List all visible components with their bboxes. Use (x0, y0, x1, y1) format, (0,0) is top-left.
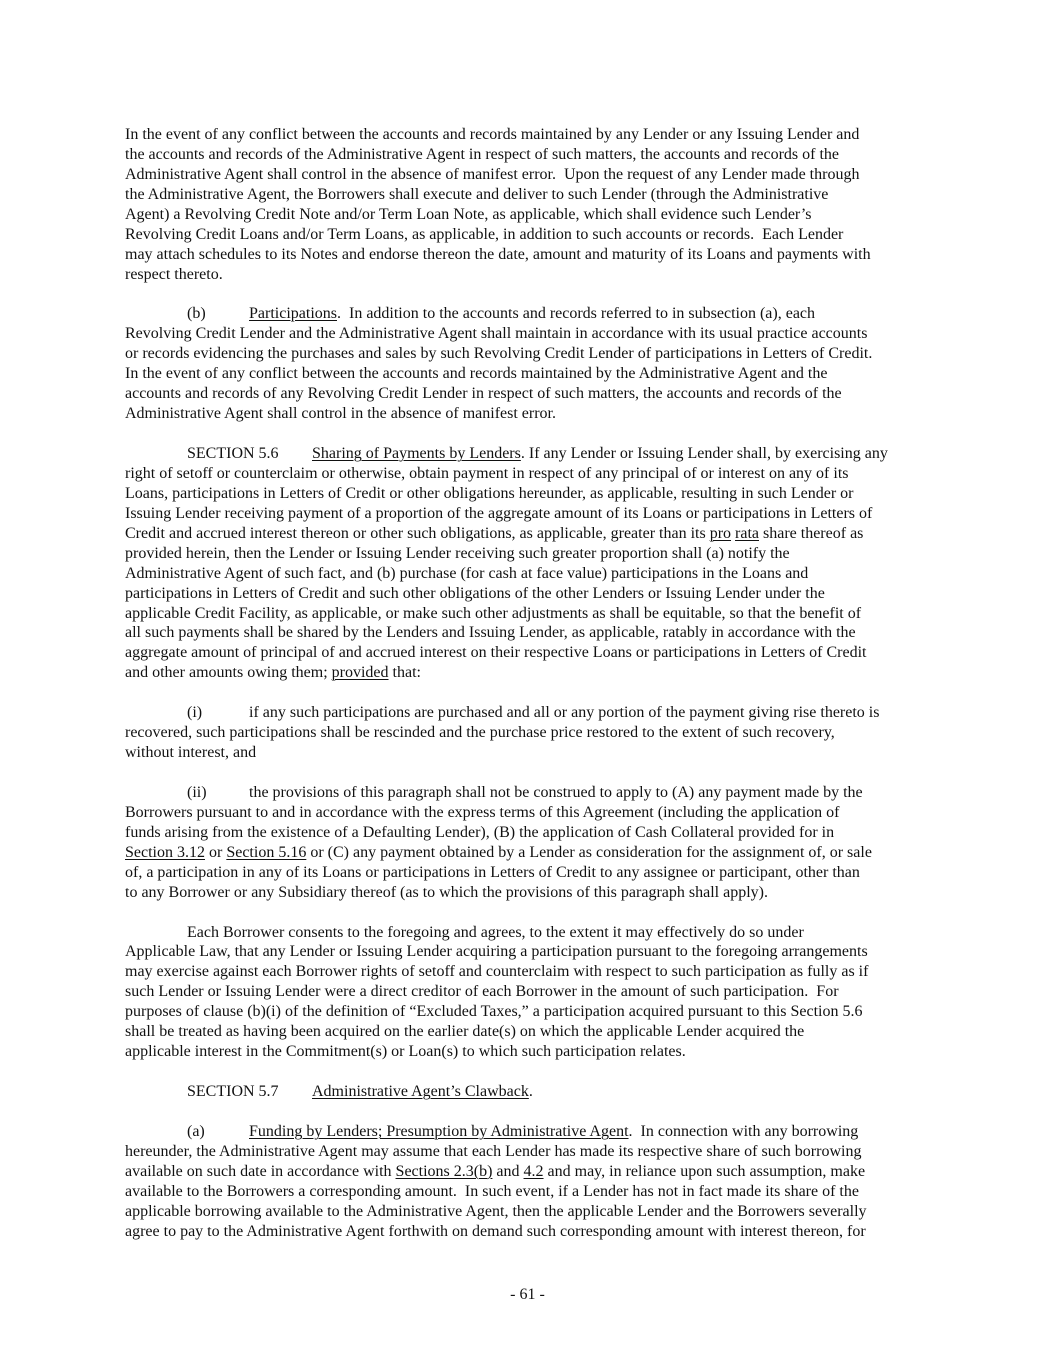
text-line (125, 1202, 932, 1222)
clause-i (125, 703, 932, 763)
text-segment: . In addition to the accounts and records referred to in subsection (a), each (336, 305, 816, 323)
text-line (125, 1042, 932, 1062)
text-segment: or records evidencing the purchases and sales by such Revolving Credit Lender of participations in Letters of Credit. (125, 345, 873, 363)
text-line (125, 843, 932, 863)
text-line (125, 1182, 932, 1202)
text-segment: share thereof as (759, 524, 864, 542)
text-line (125, 205, 932, 225)
text-line (125, 1022, 932, 1042)
text-line (125, 185, 932, 205)
paragraph-label: SECTION 5.7 (187, 1083, 279, 1100)
text-segment: available to the Borrowers a corresponding amount. In such event, if a Lender has not in fact made its share of the (125, 1182, 859, 1200)
text-line (125, 743, 932, 763)
text-segment: agree to pay to the Administrative Agent forthwith on demand such corresponding amount with interest thereon, for (125, 1222, 866, 1240)
underlined-term: 4.2 (523, 1162, 544, 1180)
text-line (125, 544, 932, 564)
text-segment: Administrative Agent shall control in the absence of manifest error. (125, 405, 556, 423)
text-line (125, 364, 932, 384)
text-segment: the provisions of this paragraph shall not be construed to apply to (A) any payment made by the (249, 783, 863, 801)
text-segment: of, a participation in any of its Loans or participations in Letters of Credit to any assignee or participant, other than (125, 863, 860, 881)
text-segment: and may, in reliance upon such assumption, make (543, 1162, 866, 1180)
clause-ii (125, 783, 932, 903)
text-line (125, 783, 932, 803)
text-line (125, 663, 932, 683)
underlined-term: Participations (249, 305, 337, 323)
text-segment: and other amounts owing them; (125, 664, 332, 682)
text-line (125, 823, 932, 843)
text-line (125, 1222, 932, 1242)
text-segment: the accounts and records of the Administrative Agent in respect of such matters, the accounts and records of the (125, 145, 839, 163)
text-segment: Borrowers pursuant to and in accordance with the express terms of this Agreement (including the application of (125, 803, 840, 821)
underlined-term: Section 5.16 (226, 843, 307, 861)
text-segment: Agent) a Revolving Credit Note and/or Term Loan Note, as applicable, which shall evidence such Lender’s (125, 205, 812, 223)
document-body (125, 125, 932, 1261)
text-segment: applicable interest in the Commitment(s) or Loan(s) to which such participation relates. (125, 1043, 686, 1061)
text-line (125, 883, 932, 903)
text-line (125, 1122, 932, 1142)
text-segment: In the event of any conflict between the accounts and records maintained by any Lender or any Issuing Lender and (125, 126, 860, 143)
text-line (125, 923, 932, 943)
text-segment: and (492, 1162, 524, 1180)
text-segment: to any Borrower or any Subsidiary thereof (as to which the provisions of this paragraph shall apply). (125, 883, 768, 901)
text-line (125, 344, 932, 364)
text-segment: Administrative Agent shall control in the absence of manifest error. Upon the request of any Lender made through (125, 165, 860, 183)
text-line (125, 304, 932, 324)
underlined-term: pro (709, 524, 732, 542)
text-line (125, 504, 932, 524)
text-segment: or (205, 843, 227, 861)
text-segment: . In connection with any borrowing (628, 1122, 859, 1140)
text-segment: Revolving Credit Loans and/or Term Loans, as applicable, in addition to such accounts or records. Each Lender (125, 225, 844, 243)
text-segment: Revolving Credit Lender and the Administrative Agent shall maintain in accordance with its usual practice accounts (125, 325, 868, 343)
text-line (125, 962, 932, 982)
underlined-term: provided (331, 664, 389, 682)
text-segment: Issuing Lender receiving payment of a proportion of the aggregate amount of its Loans or participations in Letters of (125, 504, 873, 522)
text-segment: may attach schedules to its Notes and endorse thereon the date, amount and maturity of its Loans and payments with (125, 245, 871, 263)
text-line (125, 584, 932, 604)
text-line (125, 464, 932, 484)
text-line (125, 165, 932, 185)
section-5-6-sharing-of-payments (125, 444, 932, 683)
paragraph-label: (a) (187, 1122, 205, 1140)
text-segment: all such payments shall be shared by the Lenders and Issuing Lender, as applicable, ratably in accordance with the (125, 624, 856, 642)
text-segment: right of setoff or counterclaim or otherwise, obtain payment in respect of any principal of or interest on any of its (125, 464, 849, 482)
text-line (125, 145, 932, 165)
text-line (125, 245, 932, 265)
text-segment: Credit and accrued interest thereon or other such obligations, as applicable, greater than its (125, 524, 710, 542)
text-segment: respect thereto. (125, 265, 223, 283)
text-line (125, 863, 932, 883)
text-segment: aggregate amount of principal of and accrued interest on their respective Loans or participations in Letters of Credit (125, 644, 867, 662)
text-segment: applicable Credit Facility, as applicable, or make such other adjustments as shall be equitable, so that the benefit of (125, 604, 862, 622)
text-segment: such Lender or Issuing Lender were a direct creditor of each Borrower in the amount of such participation. For (125, 983, 839, 1001)
text-segment: recovered, such participations shall be rescinded and the purchase price restored to the extent of such recovery, (125, 724, 835, 742)
text-line (125, 384, 932, 404)
underlined-term: Administrative Agent’s Clawback (312, 1083, 529, 1100)
underlined-term: Funding by Lenders; Presumption by Administrative Agent (249, 1122, 629, 1140)
text-segment: funds arising from the existence of a Defaulting Lender), (B) the application of Cash Collateral provided for in (125, 823, 835, 841)
text-line (125, 404, 932, 424)
text-segment: purposes of clause (b)(i) of the definition of “Excluded Taxes,” a participation acquired pursuant to this Section 5.6 (125, 1003, 863, 1021)
paragraph-label: SECTION 5.6 (187, 445, 279, 462)
text-line (125, 564, 932, 584)
subsection-a-funding-by-lenders (125, 1122, 932, 1242)
underlined-term: Section 3.12 (125, 843, 205, 861)
text-segment: the Administrative Agent, the Borrowers shall execute and deliver to such Lender (through the Administrative (125, 185, 829, 203)
text-segment: Each Borrower consents to the foregoing and agrees, to the extent it may effectively do so under (187, 923, 804, 941)
text-line (125, 1142, 932, 1162)
paragraph-accounts-and-records (125, 125, 932, 285)
text-segment: accounts and records of any Revolving Credit Lender in respect of such matters, the accounts and records of the (125, 385, 842, 403)
text-segment: Applicable Law, that any Lender or Issuing Lender acquiring a participation pursuant to the foregoing arrangements (125, 943, 868, 961)
text-line (125, 125, 932, 145)
text-segment: shall be treated as having been acquired on the earlier date(s) on which the applicable Lender acquired the (125, 1023, 805, 1041)
paragraph-label: (ii) (187, 783, 207, 801)
text-segment: available on such date in accordance with (125, 1162, 396, 1180)
text-segment: that: (388, 664, 421, 682)
text-segment: provided herein, then the Lender or Issuing Lender receiving such greater proportion shall (a) notify the (125, 544, 790, 562)
text-line (125, 1082, 932, 1102)
text-segment: . If any Lender or Issuing Lender shall, by exercising any (520, 445, 888, 462)
text-line (125, 1162, 932, 1182)
underlined-term: Sharing of Payments by Lenders (312, 445, 521, 462)
text-segment: hereunder, the Administrative Agent may assume that each Lender has made its respective share of such borrowing (125, 1142, 862, 1160)
text-segment: without interest, and (125, 744, 257, 762)
text-line (125, 444, 932, 464)
text-segment: may exercise against each Borrower rights of setoff and counterclaim with respect to such participation as fully as if (125, 963, 869, 981)
text-line (125, 265, 932, 285)
text-line (125, 604, 932, 624)
text-line (125, 982, 932, 1002)
text-line (125, 942, 932, 962)
text-segment: if any such participations are purchased and all or any portion of the payment giving rise thereto is (249, 704, 880, 722)
text-line (125, 1002, 932, 1022)
text-segment: applicable borrowing available to the Administrative Agent, then the applicable Lender and the Borrowers severally (125, 1202, 867, 1220)
text-line (125, 703, 932, 723)
paragraph-label: (b) (187, 305, 206, 323)
underlined-term: Sections 2.3(b) (395, 1162, 493, 1180)
section-5-7-administrative-agent-clawback (125, 1082, 932, 1102)
text-segment: Loans, participations in Letters of Credit or other obligations hereunder, as applicable, resulting in such Lender or (125, 484, 854, 502)
underlined-term: rata (735, 524, 759, 542)
text-line (125, 225, 932, 245)
text-line (125, 803, 932, 823)
text-segment: or (C) any payment obtained by a Lender as consideration for the assignment of, or sale (306, 843, 872, 861)
text-segment: participations in Letters of Credit and such other obligations of the other Lenders or Issuing Lender under the (125, 584, 825, 602)
text-line (125, 484, 932, 504)
subsection-b-participations (125, 304, 932, 424)
text-segment: Administrative Agent of such fact, and (b) purchase (for cash at face value) participations in the Loans and (125, 564, 809, 582)
paragraph-borrower-consent (125, 923, 932, 1063)
page-number: - 61 - (510, 1286, 545, 1303)
paragraph-label: (i) (187, 704, 203, 722)
text-line (125, 524, 932, 544)
text-line (125, 723, 932, 743)
text-line (125, 623, 932, 643)
text-line (125, 643, 932, 663)
text-segment: . (528, 1083, 533, 1100)
text-line (125, 324, 932, 344)
text-segment: In the event of any conflict between the accounts and records maintained by the Administrative Agent and the (125, 365, 828, 383)
